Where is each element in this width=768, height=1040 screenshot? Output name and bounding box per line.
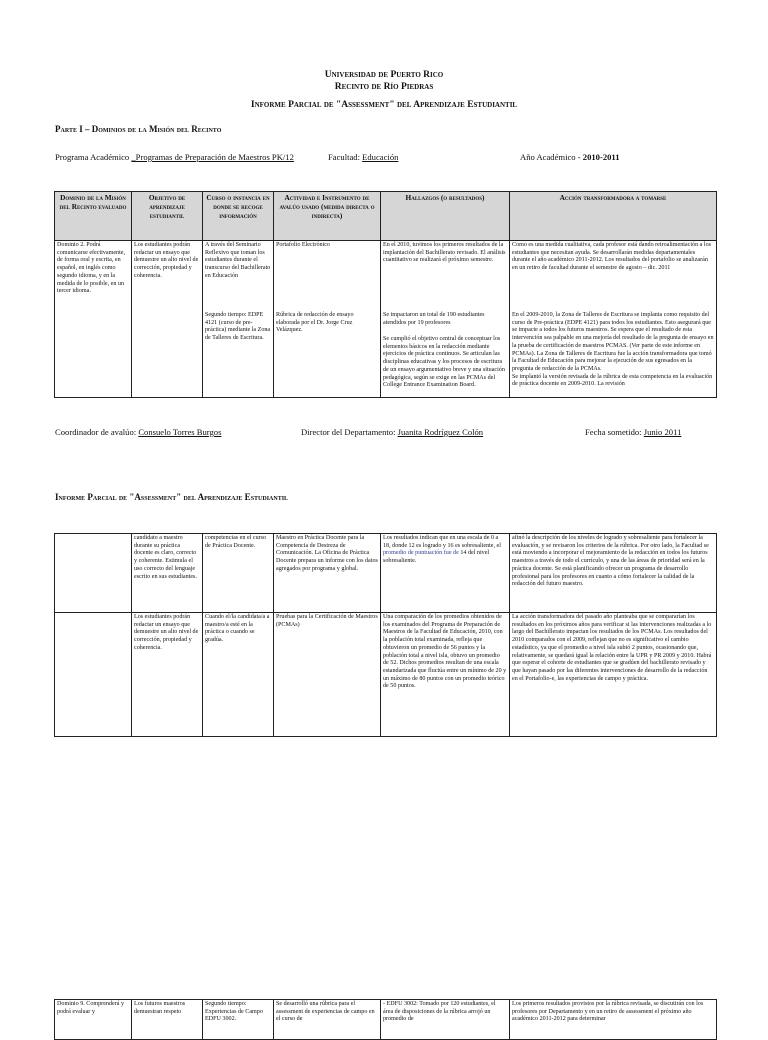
header-curso: Curso o instancia en donde se recoge información bbox=[203, 192, 274, 241]
program-label: Programa Académico bbox=[55, 152, 130, 162]
year-field bbox=[520, 152, 620, 162]
campus-name: Recinto de Río Piedras bbox=[334, 82, 434, 92]
dominio-text: Dominio 9. Comprenderá y podrá evaluar y bbox=[57, 1001, 125, 1015]
coordinator-value: Consuelo Torres Burgos bbox=[138, 427, 222, 437]
cell-objetivo bbox=[132, 613, 203, 737]
director-value: Juanita Rodríguez Colón bbox=[397, 427, 484, 437]
cell-actividad bbox=[274, 613, 381, 737]
date-label: Fecha sometido: bbox=[585, 427, 642, 437]
assessment-table-page3 bbox=[54, 999, 717, 1040]
objetivo-text: Los estudiantes podrán redactar un ensayo que demuestre un alto nivel de corrección, propiedad y coherencia. bbox=[134, 614, 199, 651]
cell-accion bbox=[510, 241, 717, 398]
table-row bbox=[55, 613, 717, 737]
hallazgos-text-pre: Los resultados indican que en una escala de 0 a 18, donde 12 es logrado y 16 es sobresaliente, el bbox=[383, 535, 501, 549]
table-header-row bbox=[55, 192, 717, 241]
cell-hallazgos bbox=[381, 241, 510, 398]
accion-text: afinó la descripción de los niveles de logrado y sobresaliente para fortalecer la evaluación, y se revisaron los criterios de la rúbrica. Por otro lado, la Facultad se está moviendo a incorporar el mejoramiento de la redacción en todos los futuros maestros a través de todo el currículo, y una de las áreas de prioridad será en la práctica docente. Se está planificando ofrecer un programa de desarrollo profesional para los profesores en cuanto a cómo fortalecer la calidad de la redacción del futuro maestro. bbox=[512, 535, 709, 588]
curso-text: Segundo tiempo: Experiencias de Campo EDFU 3002. bbox=[205, 1001, 263, 1023]
header-dominio: Dominio de la Misión del Recinto evaluado bbox=[55, 192, 132, 241]
cell-objetivo bbox=[132, 241, 203, 398]
cell-hallazgos bbox=[381, 534, 510, 613]
header-accion: Acción transformadora a tomarse bbox=[510, 192, 717, 241]
program-value: _Programas de Preparación de Maestros PK/12 bbox=[131, 152, 294, 162]
hallazgos-text-b: Se impactaron un total de 190 estudiantes atendidos por 19 profesores bbox=[383, 312, 485, 326]
table-row bbox=[55, 1000, 717, 1040]
actividad-text-a: Portafolio Electrónico bbox=[276, 242, 330, 248]
coordinator-label: Coordinador de avalúo: bbox=[55, 427, 137, 437]
cell-accion bbox=[510, 534, 717, 613]
faculty-field bbox=[328, 152, 398, 162]
hallazgos-text: Una comparación de los promedios obtenidos de los examinados del Programa de Preparación de Maestros de la Facultad de Educación, 2010, con la población total examinada, refleja que obtuvieron un promedio de 56 puntos y la población total a nivel isla, obtuvo un promedio de 52. Dichos promedios resultan de una escala estandarizada que fluctúa entre un mínimo de 20 y un máximo de 80 puntos con un promedio teórico de 50 puntos. bbox=[383, 614, 507, 690]
hallazgos-link: promedio de puntuación fue de bbox=[383, 550, 459, 557]
header-actividad: Actividad e Instrumento de avalúo usado (medida directa o indirecta) bbox=[274, 192, 381, 241]
accion-text-b: En el 2009-2010, la Zona de Talleres de Escritura se implanta como requisito del curso de Pre-práctica (EDPE 4121) para todos los estudiantes. Esto asegurará que se impacte a todos los futuros maestros. Se espera que el resultado de esta intervención sea palpable en una mejoría del resultado de la pregunta de ensayo en la prueba de certificación de maestros PCMAS. (Ver parte de este informe en PCMAs). La Zona de Talleres de Escritura fue la acción transformadora que tomó la Facultad de Educación para mejorar la ejecución de sus egresados en la pregunta de redacción de la PCMAs. bbox=[512, 312, 714, 372]
accion-text-c: Se implantó la versión revisada de la rúbrica de esta competencia en la evaluación de práctica docente en 2009-2010. La revisión bbox=[512, 373, 713, 388]
actividad-text: Maestro en Práctica Docente para la Competencia de Destreza de Comunicación. La Oficina de Práctica Docente prepara un informe con los datos agregados por programa y global. bbox=[276, 535, 378, 572]
director-field bbox=[301, 427, 483, 437]
cell-objetivo bbox=[132, 534, 203, 613]
hallazgos-text: - EDFU 3002: Tomado por 120 estudiantes, el área de disposiciones de la rúbrica arrojó un promedio de bbox=[383, 1001, 496, 1023]
objetivo-text: Los estudiantes podrán redactar un ensayo que demuestre un alto nivel de corrección, propiedad y coherencia. bbox=[134, 242, 199, 279]
cell-accion bbox=[510, 613, 717, 737]
dominio-text: Dominio 2. Podrá comunicarse efectivamente, de forma oral y escrita, en español, en inglés como segundo idioma, y en la medida de lo posible, en un tercer idioma. bbox=[57, 242, 126, 295]
accion-text: La acción transformadora del pasado año planteaba que se compararían los resultados en los próximos años para verificar si las intervenciones realizadas a lo largo del Bachillerato impactan los resultados de los PCMAs. Los resultados del 2010 comparados con el 2009, reflejan que no es significativo el cambio estadístico, ya que el promedio a nivel isla subió 2 puntos, ocasionando que, relativamente, se quedará igual la relación entre la UPR y PR 2009 y 2010. Habrá que esperar el cohorte de estudiantes que se gradúen del bachillerato revisado y que hayan pasado por las diferentes intervenciones de desarrollo de la redacción en el Portafolio-e, las experiencias de campo y práctica. bbox=[512, 614, 712, 682]
actividad-text: Pruebas para la Certificación de Maestros (PCMAs) bbox=[276, 614, 378, 628]
cell-dominio bbox=[55, 1000, 132, 1040]
university-name: Universidad de Puerto Rico bbox=[324, 70, 444, 80]
date-value: Junio 2011 bbox=[643, 427, 682, 437]
assessment-table-page1 bbox=[54, 191, 717, 398]
actividad-text: Se desarrolló una rúbrica para el assessment de experiencias de campo en el curso de bbox=[276, 1001, 375, 1023]
curso-text-b: Segundo tiempo: EDPE 4121 (curso de pre-práctica) mediante la Zona de Talleres de Escritura. bbox=[205, 312, 271, 342]
cell-dominio bbox=[55, 241, 132, 398]
cell-objetivo bbox=[132, 1000, 203, 1040]
year-value: 2010-2011 bbox=[582, 152, 620, 162]
cell-curso bbox=[203, 241, 274, 398]
curso-text: Cuando el/la candidata/a a maestro/a esté en la práctica o cuando se gradúa. bbox=[205, 614, 270, 644]
cell-hallazgos bbox=[381, 613, 510, 737]
table-row bbox=[55, 241, 717, 398]
date-field bbox=[585, 427, 681, 437]
faculty-value: Educación bbox=[362, 152, 399, 162]
page2-title: Informe Parcial de "Assessment" del Aprendizaje Estudiantil bbox=[55, 492, 289, 502]
cell-dominio bbox=[55, 534, 132, 613]
director-label: Director del Departamento: bbox=[301, 427, 396, 437]
cell-curso bbox=[203, 613, 274, 737]
table-row bbox=[55, 534, 717, 613]
coordinator-field bbox=[55, 427, 221, 437]
objetivo-text: Los futuros maestros demuestran respeto bbox=[134, 1001, 186, 1015]
curso-text-a: A través del Seminario Reflexivo que toman los estudiantes durante el transcurso del Bachillerato en Educación bbox=[205, 242, 271, 279]
header-objetivo: Objetivo de aprendizaje estudiantil bbox=[132, 192, 203, 241]
part-title: Parte I – Dominios de la Misión del Recinto bbox=[55, 124, 222, 134]
hallazgos-text-c: Se cumplió el objetivo central de conceptuar los elementos básicos en la redacción mediante ejercicios de práctica continuos. Se articulan las disciplinas educativas y los procesos de escritura de un ensayo argumentativo breve y una situación pedagógica, según se exige en las PCMAs del College Entrance Examination Board. bbox=[383, 336, 505, 389]
cell-accion bbox=[510, 1000, 717, 1040]
accion-text-a: Como es una medida cualitativa, cada profesor está dando retroalimentación a los estudiantes que necesitan ayuda. Se desarrollarán medidas departamentales durante el año académico 2011-2012. Los resultados del portafolio se analizarán en un retiro de facultad durante el semestre de agosto – dic. 2011 bbox=[512, 242, 711, 272]
cell-actividad bbox=[274, 1000, 381, 1040]
assessment-table-page2 bbox=[54, 533, 717, 737]
cell-actividad bbox=[274, 534, 381, 613]
program-field bbox=[55, 152, 294, 162]
hallazgos-text-post: 14 del nivel sobresaliente. bbox=[383, 550, 490, 565]
report-title: Informe Parcial de "Assessment" del Aprendizaje Estudiantil bbox=[250, 100, 518, 110]
faculty-label: Facultad: bbox=[328, 152, 360, 162]
cell-hallazgos bbox=[381, 1000, 510, 1040]
objetivo-text: candidato a maestro durante su práctica docente es claro, correcto y coherente. Estimula el uso correcto del lenguaje escrito en sus estudiantes. bbox=[134, 535, 197, 580]
header-hallazgos: Hallazgos (o resultados) bbox=[381, 192, 510, 241]
cell-curso bbox=[203, 1000, 274, 1040]
cell-dominio bbox=[55, 613, 132, 737]
cell-curso bbox=[203, 534, 274, 613]
actividad-text-b: Rúbrica de redacción de ensayo elaborada por el Dr. Jorge Cruz Velázquez. bbox=[276, 312, 354, 334]
cell-actividad bbox=[274, 241, 381, 398]
accion-text: Los primeros resultados provistos por la rúbrica revisada, se discutirán con los profesores por Departamento y en un retiro de assessment el próximo año académico 2011-2012 para determinar bbox=[512, 1001, 704, 1023]
year-label: Año Académico - bbox=[520, 152, 581, 162]
curso-text: competencias en el curso de Práctica Docente. bbox=[205, 535, 267, 549]
hallazgos-text-a: En el 2010, tuvimos los primeros resultados de la implantación del Bachillerato revisado. El análisis cuantitativo se realizará el próximo semestre. bbox=[383, 242, 506, 264]
